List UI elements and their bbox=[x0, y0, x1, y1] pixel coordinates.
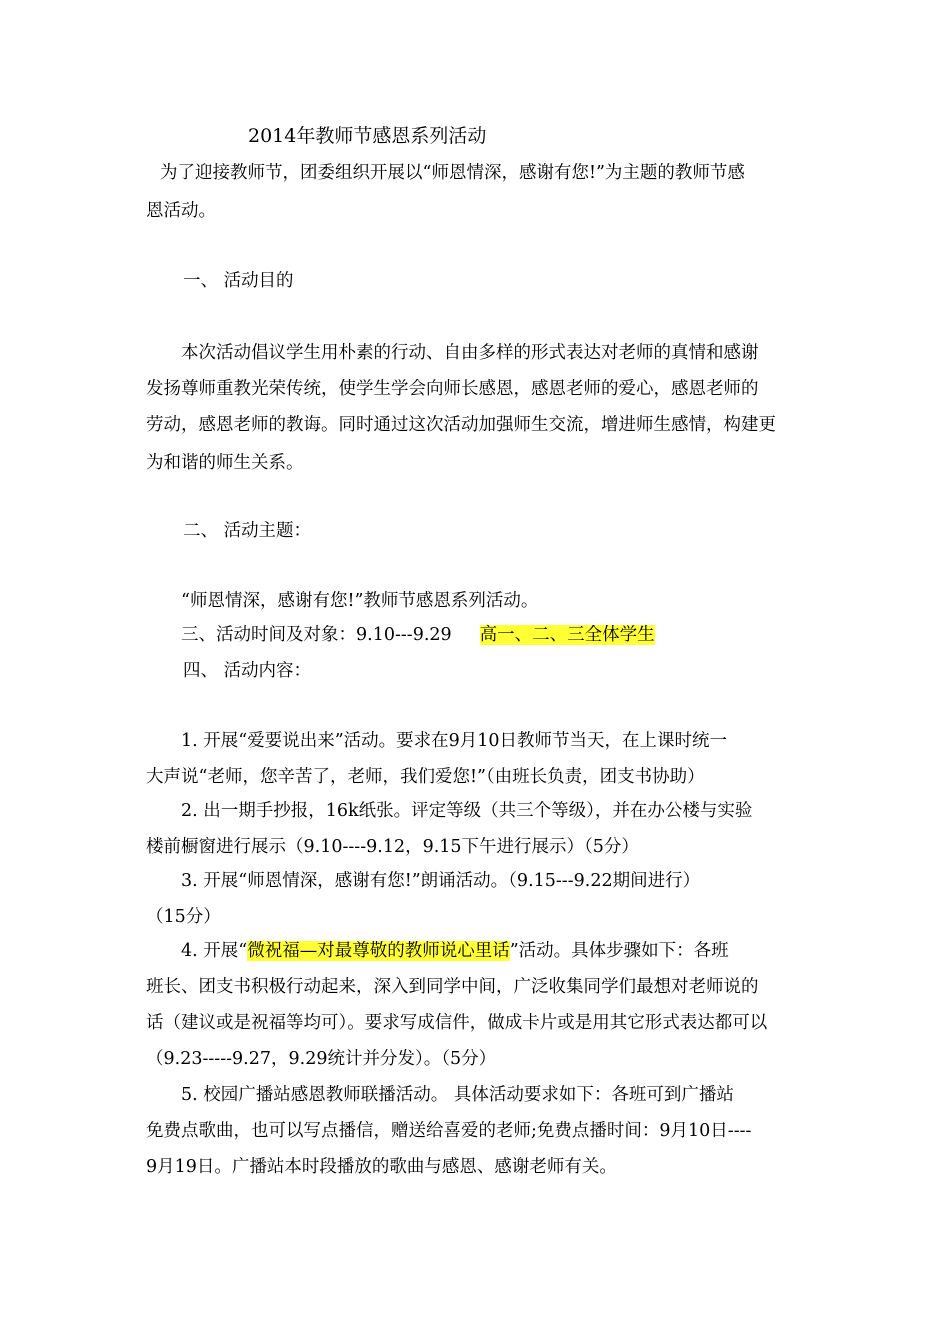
section-1-line-3: 劳动，感恩老师的教诲。同时通过这次活动加强师生交流，增进师生感情，构建更 bbox=[146, 415, 776, 435]
section-1-line-2: 发扬尊师重教光荣传统，使学生学会向师长感恩，感恩老师的爱心，感恩老师的 bbox=[146, 379, 759, 399]
item-5-line-3: 9月19日。广播站本时段播放的歌曲与感恩、感谢老师有关。 bbox=[146, 1157, 617, 1177]
item-3-line-2: （15分） bbox=[146, 907, 221, 927]
item-4-line-3: 话（建议或是祝福等均可）。要求写成信件，做成卡片或是用其它形式表达都可以 bbox=[146, 1013, 768, 1033]
intro-line-1: 为了迎接教师节，团委组织开展以“师恩情深，感谢有您!”为主题的教师节感 bbox=[160, 163, 745, 183]
item-4-line-2: 班长、团支书积极行动起来，深入到同学中间，广泛收集同学们最想对老师说的 bbox=[146, 977, 759, 997]
document-title: 2014年教师节感恩系列活动 bbox=[248, 125, 487, 147]
section-4-heading: 四、 活动内容： bbox=[183, 661, 312, 681]
section-1-line-1: 本次活动倡议学生用朴素的行动、自由多样的形式表达对老师的真情和感谢 bbox=[181, 343, 759, 363]
section-1-heading: 一、 活动目的 bbox=[183, 271, 294, 291]
item-4-highlight: 微祝福—对最尊敬的教师说心里话 bbox=[247, 941, 510, 961]
item-4-line-1 bbox=[181, 939, 729, 963]
item-3-line-1: 3. 开展“师恩情深，感谢有您!”朗诵活动。（9.15---9.22期间进行） bbox=[181, 871, 701, 891]
item-4-line-4: （9.23-----9.27，9.29统计并分发）。（5分） bbox=[146, 1049, 497, 1069]
intro-line-2: 恩活动。 bbox=[146, 201, 216, 221]
item-1-line-2: 大声说“老师，您辛苦了，老师，我们爱您!”（由班长负责，团支书协助） bbox=[146, 767, 705, 787]
section-2-body: “师恩情深，感谢有您!”教师节感恩系列活动。 bbox=[181, 591, 539, 611]
section-2-heading: 二、 活动主题： bbox=[183, 521, 312, 541]
item-1-line-1: 1. 开展“爱要说出来”活动。要求在9月10日教师节当天，在上课时统一 bbox=[181, 731, 728, 751]
item-5-line-2: 免费点歌曲，也可以写点播信，赠送给喜爱的老师;免费点播时间：9月10日---- bbox=[146, 1121, 752, 1141]
item-5-line-1: 5. 校园广播站感恩教师联播活动。 具体活动要求如下：各班可到广播站 bbox=[181, 1085, 734, 1105]
item-4-prefix: 4. 开展“ bbox=[181, 941, 248, 961]
item-4-suffix: ”活动。具体步骤如下：各班 bbox=[509, 941, 729, 961]
item-2-line-2: 楼前橱窗进行展示（9.10----9.12，9.15下午进行展示）（5分） bbox=[146, 837, 639, 857]
section-3-line bbox=[181, 623, 655, 647]
item-2-line-1: 2. 出一期手抄报，16k纸张。评定等级（共三个等级），并在办公楼与实验 bbox=[181, 801, 753, 821]
section-3-label: 三、活动时间及对象：9.10---9.29 bbox=[181, 625, 452, 645]
section-3-highlight: 高一、二、三全体学生 bbox=[479, 625, 655, 645]
section-1-line-4: 为和谐的师生关系。 bbox=[146, 453, 304, 473]
